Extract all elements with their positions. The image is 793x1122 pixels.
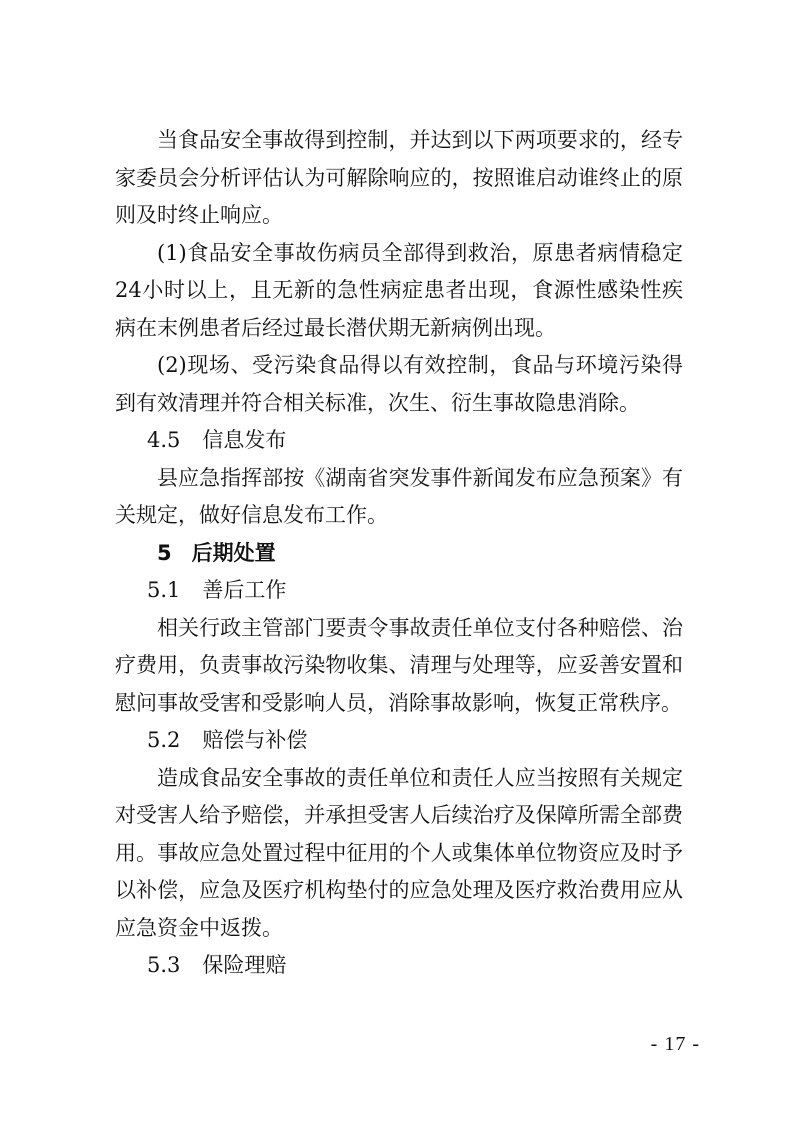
section-number: 5.3 [147, 953, 181, 977]
paragraph-termination-conditions: 当食品安全事故得到控制，并达到以下两项要求的，经专家委员会分析评估认为可解除响应的，按照谁启动谁终止的原则及时终止响应。 [115, 128, 683, 227]
chapter-heading-5 [115, 535, 683, 573]
section-number: 5.2 [147, 728, 181, 752]
paragraph-requirement-1: (1)食品安全事故伤病员全部得到救治，原患者病情稳定24小时以上，且无新的急性病症患者出现，食源性感染性疾病在末例患者后经过最长潜伏期无新病例出现。 [115, 240, 683, 340]
section-number: 5.1 [147, 578, 181, 602]
section-heading-5-1 [115, 572, 683, 610]
section-title: 赔偿与补偿 [202, 728, 308, 752]
paragraph-requirement-2: (2)现场、受污染食品得以有效控制，食品与环境污染得到有效清理并符合相关标准，次生、衍生事故隐患消除。 [115, 353, 683, 415]
paragraph-aftermath: 相关行政主管部门要责令事故责任单位支付各种赔偿、治疗费用，负责事故污染物收集、清理与处理等，应妥善安置和慰问事故受害和受影响人员，消除事故影响，恢复正常秩序。 [115, 615, 683, 715]
section-title: 保险理赔 [202, 953, 287, 977]
section-title: 善后工作 [202, 578, 287, 602]
paragraph-info-release: 县应急指挥部按《湖南省突发事件新闻发布应急预案》有关规定，做好信息发布工作。 [115, 465, 683, 527]
section-heading-5-3 [115, 947, 683, 985]
section-number: 4.5 [147, 428, 181, 452]
paragraph-compensation: 造成食品安全事故的责任单位和责任人应当按照有关规定对受害人给予赔偿，并承担受害人后续治疗及保障所需全部费用。事故应急处置过程中征用的个人或集体单位物资应及时予以补偿，应急及医疗机构垫付的应急处理及医疗救治费用应从应急资金中返拨。 [115, 765, 683, 940]
page-number: - 17 - [650, 1033, 700, 1055]
document-body [115, 122, 683, 985]
section-title: 信息发布 [202, 428, 287, 452]
section-heading-5-2 [115, 722, 683, 760]
section-heading-4-5 [115, 422, 683, 460]
chapter-number: 5 [157, 540, 172, 565]
chapter-title: 后期处置 [191, 540, 276, 565]
